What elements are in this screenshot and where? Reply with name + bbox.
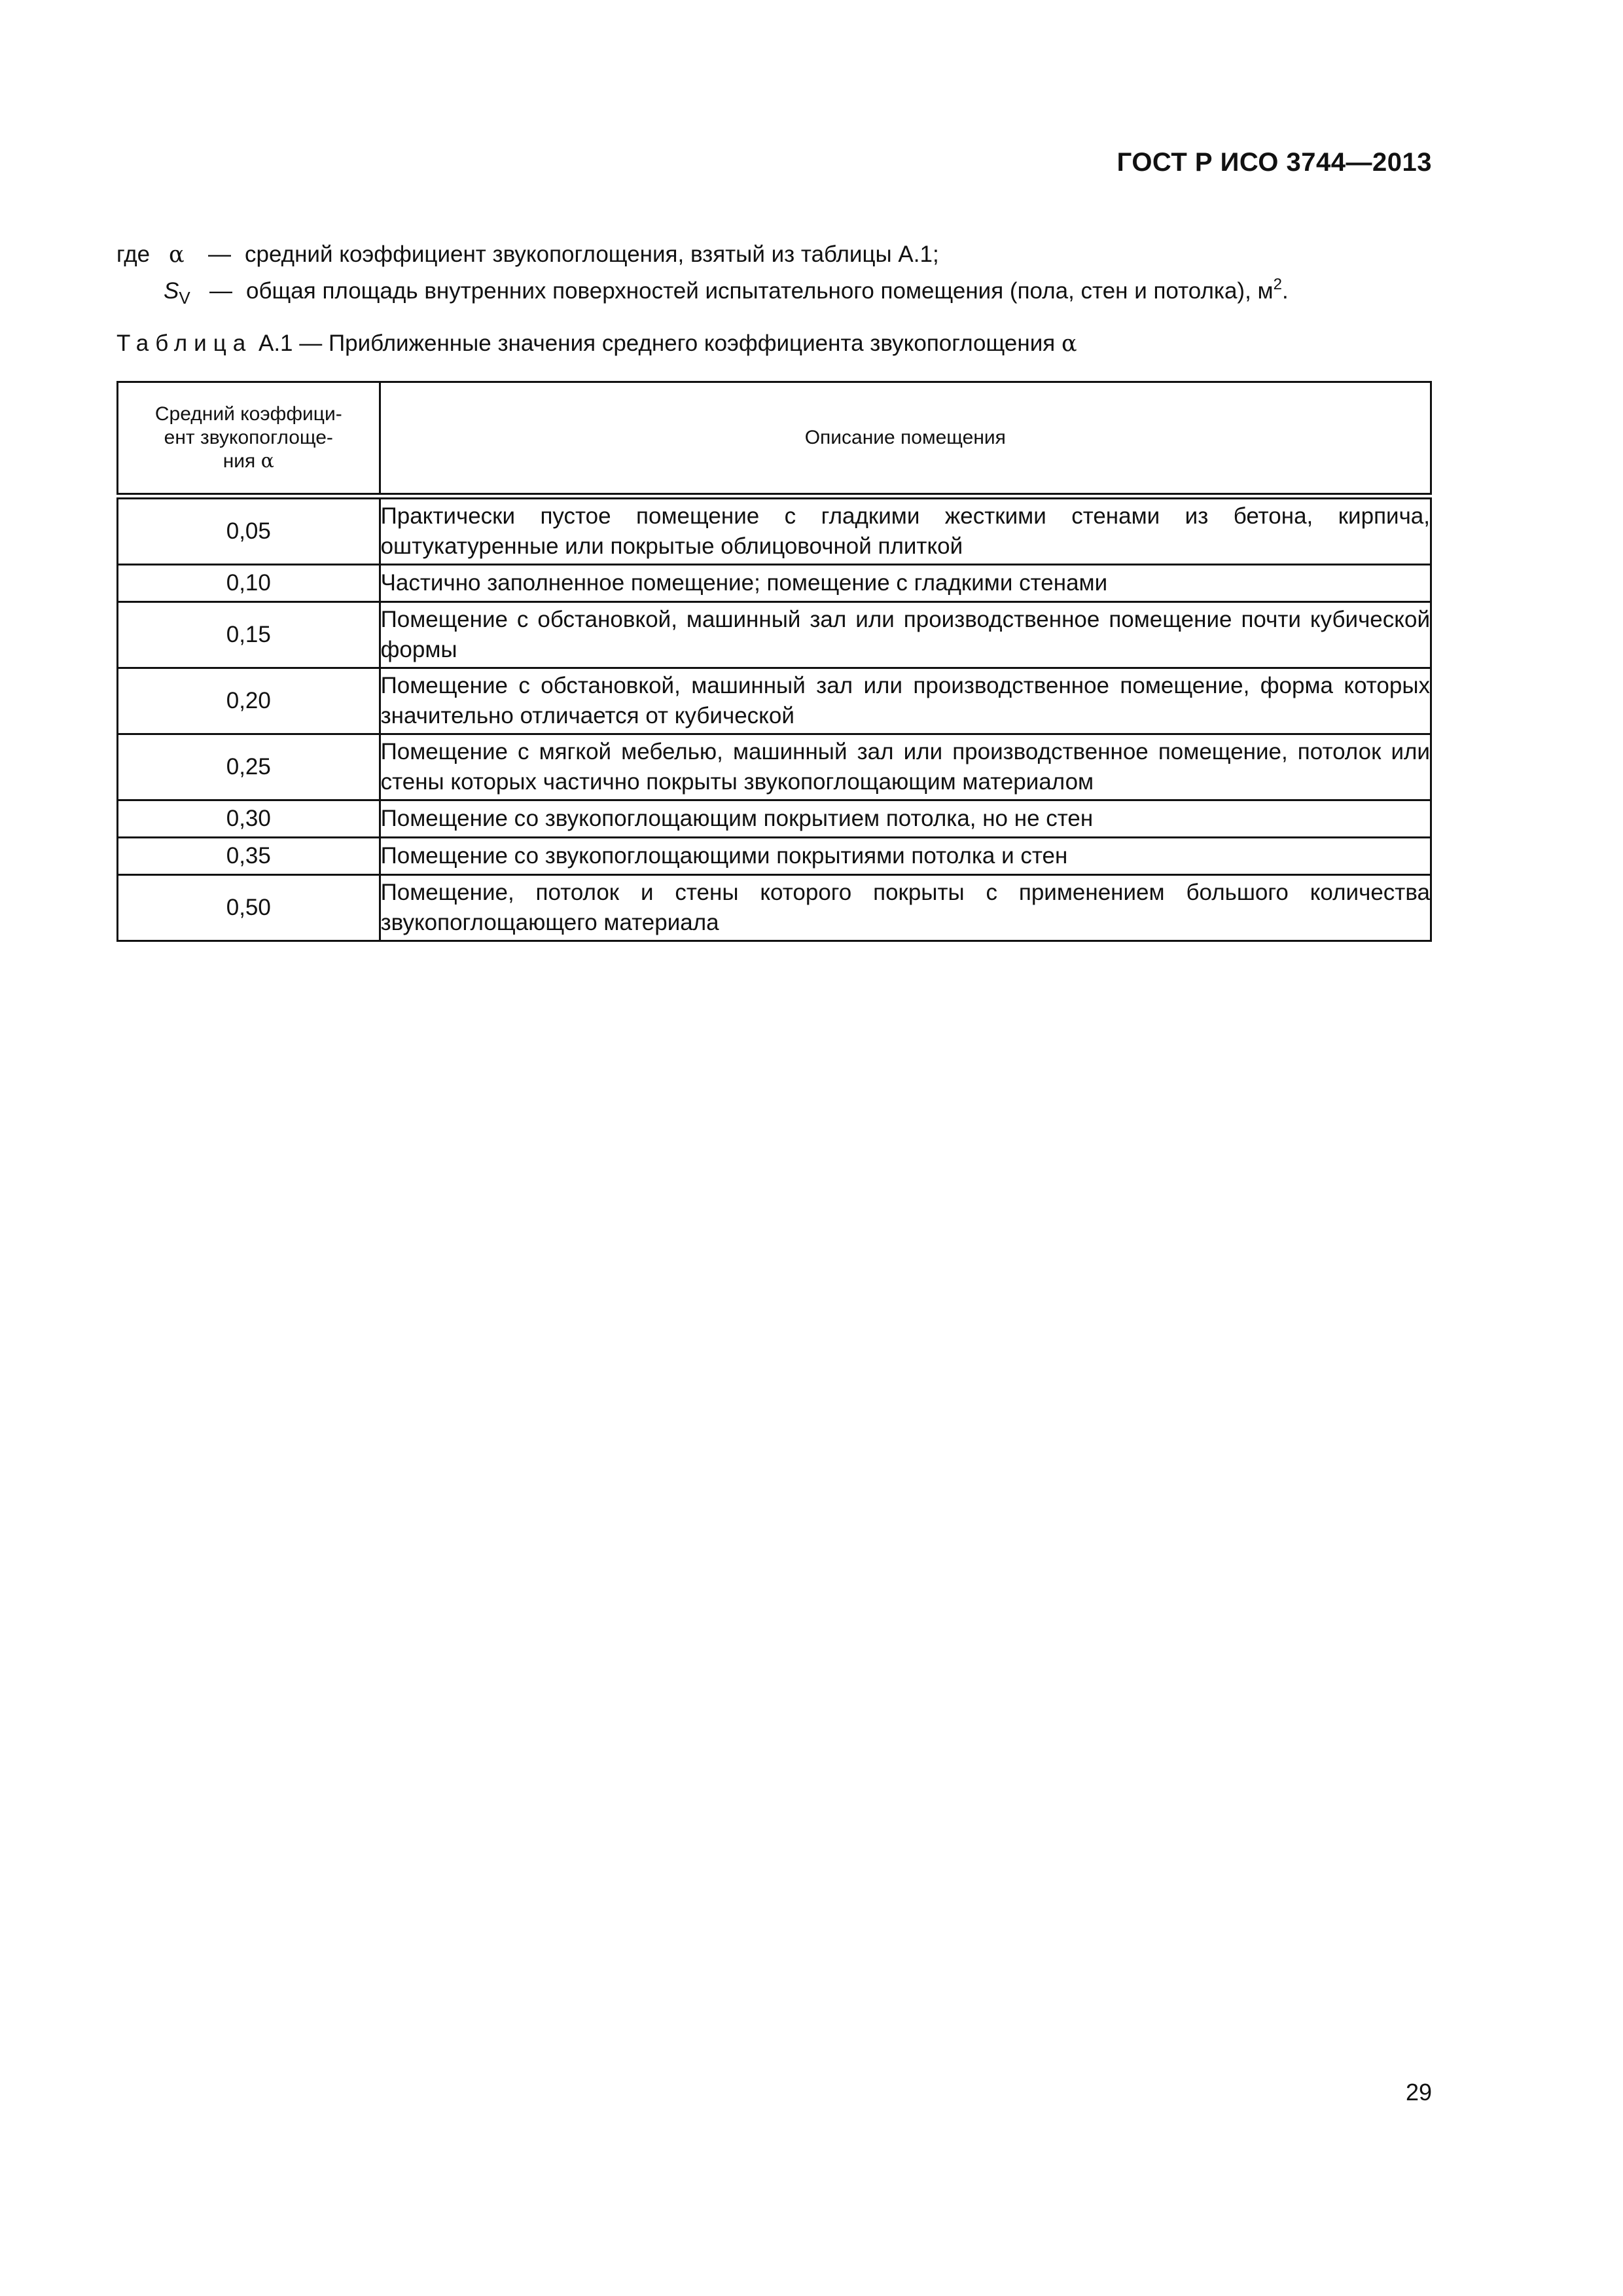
table-header-row (118, 382, 1431, 497)
header-mean-coefficient-line2: ент звукопоглоще- (164, 427, 333, 448)
coefficient-cell: 0,15 (118, 602, 380, 668)
header-mean-coefficient-line1: Средний коэффици- (154, 403, 342, 425)
coefficient-cell: 0,25 (118, 734, 380, 800)
legend-definition-alpha: средний коэффициент звукопоглощения, взятый из таблицы А.1; (245, 242, 939, 267)
legend-symbol-alpha: α (169, 242, 185, 268)
legend-dash: — (208, 242, 231, 267)
table-row (118, 838, 1431, 875)
table-row (118, 800, 1431, 838)
table-row (118, 734, 1431, 800)
table-row (118, 565, 1431, 602)
legend-definition-sv-text: общая площадь внутренних поверхностей испытательного помещения (пола, стен и потолка), м (246, 278, 1274, 304)
legend-item-sv (116, 270, 1432, 308)
legend-item-alpha (116, 240, 1432, 270)
description-cell: Практически пустое помещение с гладкими жесткими стенами из бетона, кирпича, оштукатуренные или покрытые облицовочной плиткой (380, 496, 1431, 565)
description-cell: Помещение с обстановкой, машинный зал или производственное помещение, форма которых значительно отличается от кубической (380, 668, 1431, 734)
formula-legend (116, 240, 1432, 308)
header-alpha-symbol: α (260, 450, 274, 473)
legend-symbol-s: S (164, 278, 179, 304)
header-room-description: Описание помещения (380, 382, 1431, 497)
header-mean-coefficient (118, 382, 380, 497)
header-mean-coefficient-line3 (118, 450, 379, 473)
description-cell: Частично заполненное помещение; помещение с гладкими стенами (380, 565, 1431, 602)
table-caption-text: Приближенные значения среднего коэффициента звукопоглощения (328, 331, 1056, 356)
table-row (118, 668, 1431, 734)
legend-definition-sv (246, 270, 1432, 306)
legend-dash: — (209, 278, 232, 304)
table-row (118, 875, 1431, 941)
page-number: 29 (1405, 2079, 1432, 2106)
coefficient-cell: 0,35 (118, 838, 380, 875)
table-row (118, 602, 1431, 668)
coefficient-cell: 0,30 (118, 800, 380, 838)
description-cell: Помещение со звукопоглощающим покрытием потолка, но не стен (380, 800, 1431, 838)
description-cell: Помещение со звукопоглощающими покрытиями потолка и стен (380, 838, 1431, 875)
coefficient-cell: 0,05 (118, 496, 380, 565)
coefficient-cell: 0,50 (118, 875, 380, 941)
table-caption-dash: — (299, 331, 323, 356)
legend-symbol-subscript: V (179, 288, 190, 308)
header-mean-coefficient-word: ния (223, 450, 256, 472)
table-caption-symbol: α (1061, 331, 1077, 357)
absorption-coefficient-table (116, 381, 1432, 942)
table-caption-prefix: Таблица (116, 331, 253, 356)
description-cell: Помещение с мягкой мебелью, машинный зал или производственное помещение, потолок или стены которых частично покрыты звукопоглощающим материалом (380, 734, 1431, 800)
coefficient-cell: 0,20 (118, 668, 380, 734)
legend-unit-superscript: 2 (1273, 276, 1282, 293)
legend-symbol-sv (116, 276, 209, 313)
table-caption-number: А.1 (258, 331, 293, 356)
table-row (118, 496, 1431, 565)
document-standard-id: ГОСТ Р ИСО 3744—2013 (1116, 148, 1432, 177)
description-cell: Помещение с обстановкой, машинный зал или производственное помещение почти кубической формы (380, 602, 1431, 668)
legend-trailing-period: . (1281, 278, 1289, 304)
description-cell: Помещение, потолок и стены которого покрыты с применением большого количества звукопоглощающего материала (380, 875, 1431, 941)
legend-lead-word: где (116, 242, 151, 267)
coefficient-cell: 0,10 (118, 565, 380, 602)
table-caption (116, 329, 1077, 359)
